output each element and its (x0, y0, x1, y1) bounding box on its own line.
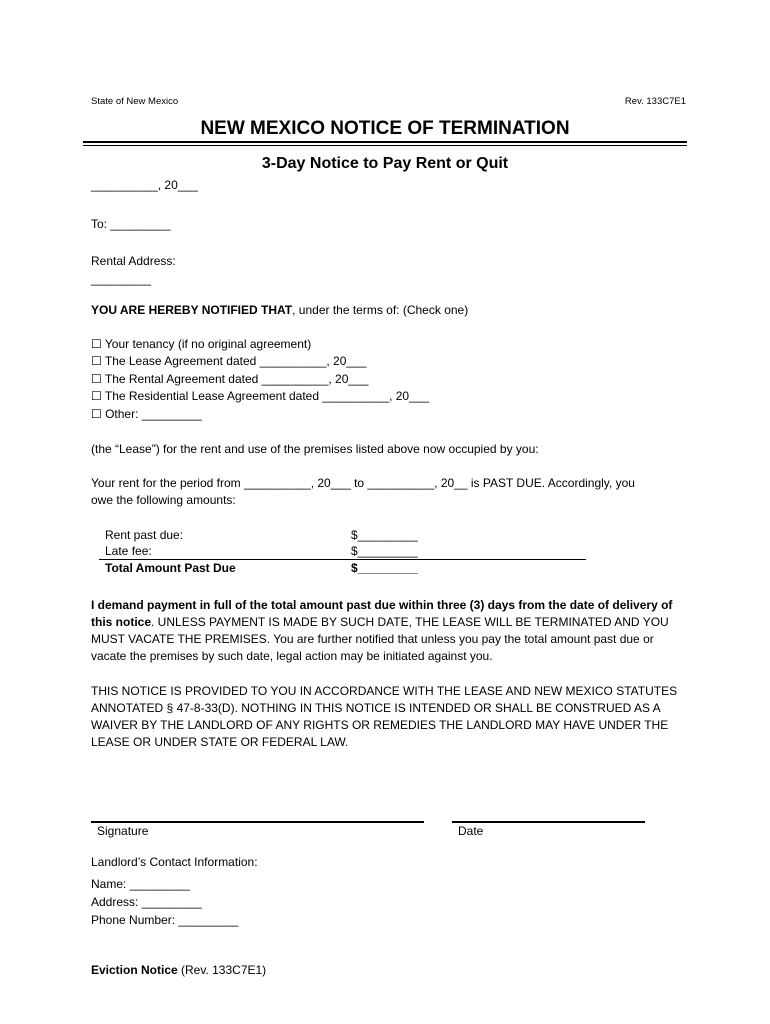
footer (91, 962, 266, 979)
notified-line (91, 302, 468, 319)
rental-address-label: Rental Address: (91, 254, 176, 268)
contact-address: Address: _________ (91, 895, 202, 909)
option-tenancy[interactable]: ☐ Your tenancy (if no original agreement) (91, 337, 312, 351)
footer-bold: Eviction Notice (91, 963, 178, 977)
rent-period-line-2: owe the following amounts: (91, 493, 236, 507)
signature-label: Signature (97, 824, 149, 838)
option-rental-agreement[interactable]: ☐ The Rental Agreement dated __________, 20___ (91, 372, 369, 386)
option-residential-lease[interactable]: ☐ The Residential Lease Agreement dated __________, 20___ (91, 389, 430, 403)
rent-past-due-value: $_________ (351, 528, 418, 542)
document-title: NEW MEXICO NOTICE OF TERMINATION (200, 118, 570, 139)
footer-rest: (Rev. 133C7E1) (177, 963, 267, 977)
title-rule-thin (83, 145, 687, 146)
late-fee-value: $_________ (351, 544, 418, 558)
demand-bold: I demand payment in full of the total amount past due within three (3) days from the date of delivery of this notice (91, 598, 673, 629)
date-line: __________, 20___ (91, 178, 198, 192)
lease-line: (the “Lease”) for the rent and use of the premises listed above now occupied by you: (91, 442, 539, 456)
total-label: Total Amount Past Due (105, 561, 236, 575)
contact-phone: Phone Number: _________ (91, 913, 239, 927)
notified-rest: , under the terms of: (Check one) (292, 303, 469, 317)
demand-paragraph (91, 597, 681, 665)
title-rule-thick (83, 141, 687, 143)
rental-address-value: _________ (91, 272, 152, 286)
total-value: $_________ (351, 561, 418, 575)
notified-bold: YOU ARE HEREBY NOTIFIED THAT (91, 303, 293, 317)
contact-heading: Landlord’s Contact Information: (91, 855, 258, 869)
demand-rest: . UNLESS PAYMENT IS MADE BY SUCH DATE, THE LEASE WILL BE TERMINATED AND YOU MUST VACATE THE PREMISES. You are further notified that unless you pay the total amount past due or vacate the premises by such date, legal action may be initiated against you. (91, 615, 669, 663)
statute-paragraph: THIS NOTICE IS PROVIDED TO YOU IN ACCORDANCE WITH THE LEASE AND NEW MEXICO STATUTES ANNOTATED § 47-8-33(D). NOTHING IN THIS NOTICE IS INTENDED OR SHALL BE CONSTRUED AS A WAIVER BY THE LANDLORD OF ANY RIGHTS OR REMEDIES THE LANDLORD MAY HAVE UNDER THE LEASE OR UNDER STATE OR FEDERAL LAW. (91, 684, 678, 749)
contact-name: Name: _________ (91, 877, 190, 891)
to-line: To: _________ (91, 217, 171, 231)
option-other[interactable]: ☐ Other: _________ (91, 407, 202, 421)
state-label: State of New Mexico (91, 96, 179, 107)
rent-past-due-label: Rent past due: (105, 528, 184, 542)
late-fee-label: Late fee: (105, 544, 152, 558)
rent-period-line-1: Your rent for the period from __________, 20___ to __________, 20__ is PAST DUE. Accordingly, you (91, 476, 635, 490)
document-subtitle: 3-Day Notice to Pay Rent or Quit (261, 155, 509, 172)
revision-label: Rev. 133C7E1 (624, 96, 686, 107)
option-lease-agreement[interactable]: ☐ The Lease Agreement dated __________, 20___ (91, 354, 367, 368)
date-label: Date (458, 824, 484, 838)
